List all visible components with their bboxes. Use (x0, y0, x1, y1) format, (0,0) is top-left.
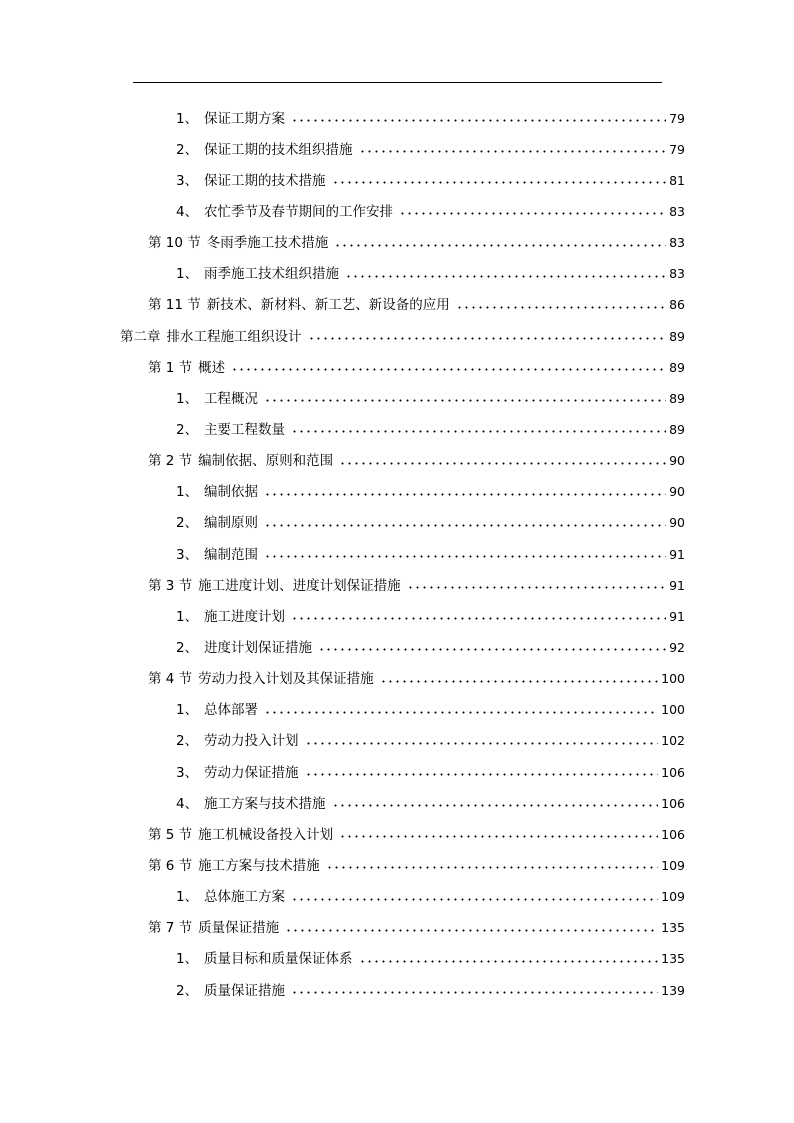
header-rule (133, 82, 662, 83)
toc-entry[interactable] (0, 446, 794, 477)
toc-entry-title: 农忙季节及春节期间的工作安排 (204, 203, 393, 220)
toc-entry-number: 2、 (176, 733, 199, 750)
dot-leader (308, 337, 667, 340)
toc-entry-number: 3、 (176, 546, 199, 563)
toc-entry-page-number: 135 (661, 920, 685, 936)
toc-entry-page-number: 86 (669, 297, 685, 313)
toc-entry-title: 质量保证措施 (198, 920, 280, 937)
toc-entry-title: 施工方案与技术措施 (204, 795, 326, 812)
dot-leader (305, 773, 659, 776)
toc-entry-page-number: 100 (661, 671, 685, 687)
toc-entry[interactable] (0, 539, 794, 570)
toc-entry-number: 第 6 节 (148, 857, 193, 874)
toc-entry-page-number: 83 (669, 203, 685, 219)
toc-entry[interactable] (0, 570, 794, 601)
toc-entry-number: 第 3 节 (148, 577, 193, 594)
toc-entry-title: 劳动力投入计划 (204, 733, 299, 750)
toc-entry[interactable] (0, 788, 794, 819)
toc-entry[interactable] (0, 259, 794, 290)
toc-entry[interactable] (0, 757, 794, 788)
toc-entry-page-number: 106 (661, 764, 685, 780)
dot-leader (359, 150, 667, 153)
dot-leader (456, 306, 666, 309)
toc-entry-title: 保证工期的技术措施 (204, 172, 326, 189)
toc-entry[interactable] (0, 913, 794, 944)
toc-entry[interactable] (0, 695, 794, 726)
toc-entry-number: 第 10 节 (148, 235, 201, 252)
toc-entry-title: 进度计划保证措施 (204, 639, 312, 656)
toc-entry-number: 第二章 (120, 328, 161, 345)
toc-entry-title: 质量目标和质量保证体系 (204, 951, 353, 968)
toc-entry-number: 第 11 节 (148, 297, 201, 314)
toc-entry-title: 编制依据、原则和范围 (198, 453, 334, 470)
toc-entry-title: 施工机械设备投入计划 (198, 826, 334, 843)
toc-entry-number: 1、 (176, 702, 199, 719)
toc-entry-title: 编制依据 (204, 484, 258, 501)
toc-entry-title: 总体施工方案 (204, 889, 285, 906)
toc-entry-number: 第 4 节 (148, 671, 193, 688)
toc-entry-page-number: 100 (661, 702, 685, 718)
toc-entry-page-number: 106 (661, 795, 685, 811)
toc-entry-page-number: 89 (669, 359, 685, 375)
toc-entry-title: 施工方案与技术措施 (198, 857, 320, 874)
toc-entry-title: 编制范围 (204, 546, 258, 563)
toc-entry-number: 1、 (176, 266, 199, 283)
dot-leader (291, 617, 666, 620)
toc-entry-number: 第 5 节 (148, 826, 193, 843)
dot-leader (291, 991, 658, 994)
toc-entry[interactable] (0, 819, 794, 850)
dot-leader (332, 804, 659, 807)
toc-entry-page-number: 91 (669, 546, 685, 562)
toc-entry-number: 1、 (176, 390, 199, 407)
dot-leader (285, 929, 658, 932)
toc-entry-title: 新技术、新材料、新工艺、新设备的应用 (206, 297, 450, 314)
toc-entry-page-number: 79 (669, 110, 685, 126)
toc-entry-title: 雨季施工技术组织措施 (204, 266, 339, 283)
toc-entry-title: 施工进度计划 (204, 608, 285, 625)
toc-entry[interactable] (0, 414, 794, 445)
toc-entry-title: 排水工程施工组织设计 (166, 328, 302, 345)
toc-entry-number: 2、 (176, 421, 199, 438)
toc-entry-title: 保证工期的技术组织措施 (204, 141, 353, 158)
toc-entry[interactable] (0, 975, 794, 1006)
dot-leader (345, 275, 666, 278)
toc-entry-title: 劳动力保证措施 (204, 764, 299, 781)
toc-entry[interactable] (0, 632, 794, 663)
toc-entry-title: 劳动力投入计划及其保证措施 (198, 671, 374, 688)
toc-entry-number: 1、 (176, 951, 199, 968)
dot-leader (326, 866, 658, 869)
toc-entry-title: 保证工期方案 (204, 110, 285, 127)
toc-entry-number: 第 2 节 (148, 453, 193, 470)
toc-entry-number: 第 1 节 (148, 359, 193, 376)
toc-entry-number: 第 7 节 (148, 920, 193, 937)
toc-entry-page-number: 109 (661, 889, 685, 905)
toc-entry[interactable] (0, 352, 794, 383)
toc-entry-number: 2、 (176, 515, 199, 532)
toc-entry-title: 概述 (198, 359, 226, 376)
dot-leader (264, 493, 666, 496)
toc-entry-number: 4、 (176, 795, 199, 812)
dot-leader (291, 898, 658, 901)
toc-entry[interactable] (0, 165, 794, 196)
toc-entry-number: 2、 (176, 982, 199, 999)
toc-entry-page-number: 89 (669, 390, 685, 406)
toc-entry-page-number: 102 (661, 733, 685, 749)
toc-entry-page-number: 79 (669, 141, 685, 157)
toc-entry-title: 施工进度计划、进度计划保证措施 (198, 577, 401, 594)
toc-entry-page-number: 109 (661, 857, 685, 873)
toc-entry-number: 3、 (176, 172, 199, 189)
toc-entry-page-number: 91 (669, 608, 685, 624)
dot-leader (339, 462, 666, 465)
toc-entry-number: 1、 (176, 608, 199, 625)
toc-entry-page-number: 81 (669, 172, 685, 188)
toc-entry-page-number: 92 (669, 639, 685, 655)
toc-entry-title: 工程概况 (204, 390, 258, 407)
toc-entry-page-number: 91 (669, 577, 685, 593)
toc-entry-number: 1、 (176, 110, 199, 127)
dot-leader (380, 680, 658, 683)
dot-leader (334, 244, 666, 247)
toc-entry-page-number: 135 (661, 951, 685, 967)
toc-entry-page-number: 83 (669, 235, 685, 251)
toc-entry-number: 1、 (176, 484, 199, 501)
toc-entry[interactable] (0, 850, 794, 881)
dot-leader (264, 399, 666, 402)
dot-leader (264, 555, 666, 558)
toc-entry-number: 4、 (176, 203, 199, 220)
dot-leader (291, 119, 666, 122)
dot-leader (339, 835, 658, 838)
toc-entry[interactable] (0, 196, 794, 227)
toc-entry-number: 3、 (176, 764, 199, 781)
toc-entry[interactable] (0, 508, 794, 539)
toc-entry-title: 编制原则 (204, 515, 258, 532)
toc-entry[interactable] (0, 477, 794, 508)
toc-entry-page-number: 106 (661, 826, 685, 842)
toc-entry-page-number: 90 (669, 515, 685, 531)
toc-entry[interactable] (0, 664, 794, 695)
dot-leader (359, 960, 659, 963)
dot-leader (399, 212, 666, 215)
dot-leader (231, 368, 666, 371)
toc-entry[interactable] (0, 601, 794, 632)
table-of-contents (0, 103, 794, 1006)
dot-leader (305, 742, 659, 745)
toc-entry-number: 2、 (176, 639, 199, 656)
toc-entry-title: 总体部署 (204, 702, 258, 719)
dot-leader (407, 586, 666, 589)
dot-leader (332, 181, 667, 184)
toc-entry[interactable] (0, 882, 794, 913)
toc-entry-title: 冬雨季施工技术措施 (206, 235, 329, 252)
toc-entry-page-number: 83 (669, 266, 685, 282)
toc-entry-title: 质量保证措施 (204, 982, 285, 999)
toc-entry-page-number: 89 (669, 328, 685, 344)
toc-entry[interactable] (0, 944, 794, 975)
toc-entry-number: 1、 (176, 889, 199, 906)
toc-entry[interactable] (0, 383, 794, 414)
toc-entry[interactable] (0, 321, 794, 352)
dot-leader (291, 430, 666, 433)
dot-leader (318, 648, 666, 651)
toc-entry-number: 2、 (176, 141, 199, 158)
toc-entry-page-number: 90 (669, 453, 685, 469)
dot-leader (264, 524, 666, 527)
toc-entry[interactable] (0, 290, 794, 321)
toc-entry-page-number: 89 (669, 421, 685, 437)
toc-entry-page-number: 90 (669, 484, 685, 500)
toc-entry[interactable] (0, 134, 794, 165)
toc-entry[interactable] (0, 103, 794, 134)
toc-entry-page-number: 139 (661, 982, 685, 998)
toc-entry-title: 主要工程数量 (204, 421, 285, 438)
dot-leader (264, 711, 658, 714)
toc-entry[interactable] (0, 228, 794, 259)
toc-entry[interactable] (0, 726, 794, 757)
